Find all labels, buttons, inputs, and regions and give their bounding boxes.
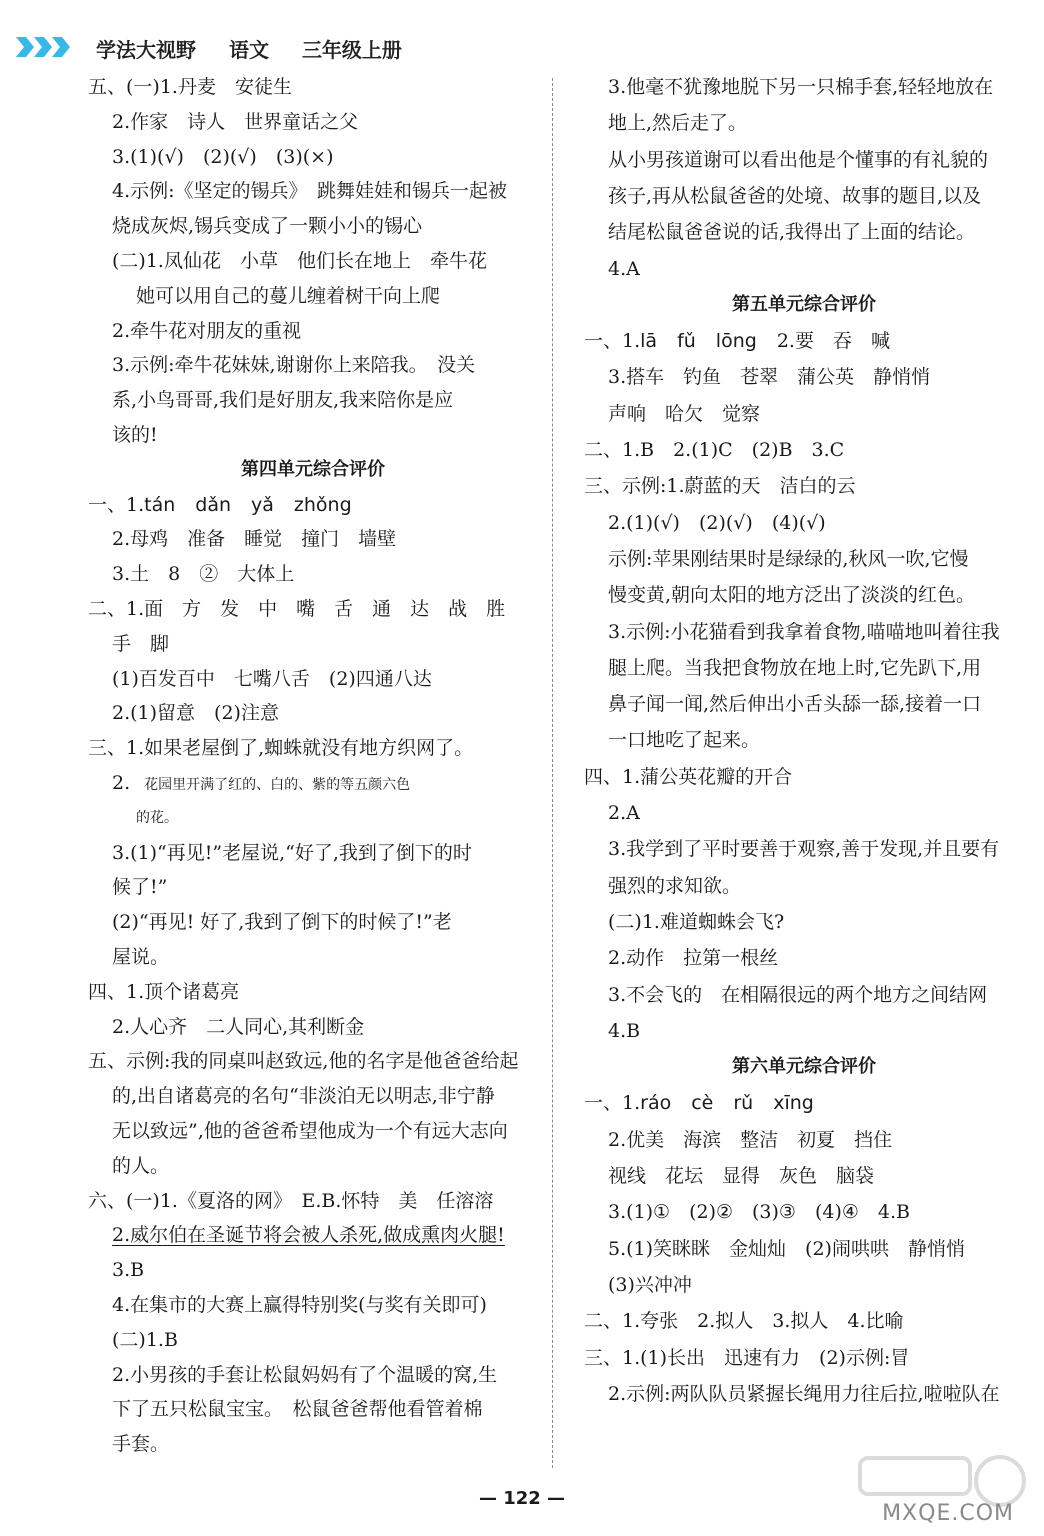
pinyin-syllable: dǎn <box>195 493 232 516</box>
answer-line <box>112 559 294 589</box>
answer-text: 候了!” <box>112 876 168 899</box>
answer-text: 她可以用自己的蔓儿缠着树干向上爬 <box>136 284 441 307</box>
answer-line <box>88 594 505 624</box>
answer-text: 结尾松鼠爸爸说的话,我得出了上面的结论。 <box>608 221 976 244</box>
answer-text: (二)1.B <box>112 1328 178 1351</box>
answer-line <box>584 1088 834 1118</box>
answer-text: 手套。 <box>112 1433 170 1456</box>
answer-line <box>88 1046 518 1076</box>
answer-line <box>112 942 169 972</box>
answer-line <box>584 1343 909 1373</box>
answer-line <box>608 834 999 864</box>
answer-text: 第五单元综合评价 <box>732 293 876 315</box>
answer-text: 3.示例:小花猫看到我拿着食物,喵喵地叫着往我 <box>608 620 1000 643</box>
answer-line <box>608 254 640 284</box>
answer-text: 4.B <box>608 1019 641 1042</box>
answer-line <box>112 1151 169 1181</box>
answer-text: 的,出自诸葛亮的名句“非淡泊无以明志,非宁静 <box>112 1085 495 1108</box>
answer-line <box>112 176 507 206</box>
answer-line <box>112 698 279 728</box>
chevrons-icon <box>16 34 76 60</box>
section-heading <box>584 290 1024 320</box>
answer-tail: 2.要 吞 喊 <box>776 330 890 353</box>
answer-line <box>608 217 975 247</box>
sentence-sub: 花园里开满了红的、白的、紫的等五颜六色 <box>144 777 411 793</box>
answer-text: 2.(1)(√) (2)(√) (4)(√) <box>608 511 826 534</box>
answer-text: 一、1. <box>584 330 641 353</box>
answer-text: 四、1.蒲公英花瓣的开合 <box>584 765 793 788</box>
answer-text: 2. <box>112 772 131 794</box>
answer-line <box>584 762 792 792</box>
answer-text: 三、示例:1.蔚蓝的天 洁白的云 <box>584 475 856 498</box>
answer-line <box>112 907 452 937</box>
answer-text: 无以致远”,他的爸爸希望他成为一个有远大志向 <box>112 1120 508 1142</box>
answer-line <box>608 798 640 828</box>
answer-text: 三、1.(1)长出 迅速有力 (2)示例:冒 <box>584 1346 910 1369</box>
answer-line <box>112 1325 178 1355</box>
answer-text: 的人。 <box>112 1154 170 1177</box>
section-heading <box>88 455 538 485</box>
answer-line <box>88 72 292 102</box>
answer-text: 3.我学到了平时要善于观察,善于发现,并且要有 <box>608 838 1000 861</box>
answer-text: 一、1. <box>88 493 145 516</box>
answer-text: 3.(1)① (2)② (3)③ (4)④ 4.B <box>608 1201 911 1224</box>
answer-text: 的花。 <box>136 809 178 826</box>
answer-line <box>112 1220 505 1250</box>
answer-line <box>608 725 760 755</box>
answer-text: 第四单元综合评价 <box>241 458 385 480</box>
answer-text: 屋说。 <box>112 946 170 968</box>
answer-line <box>112 385 453 415</box>
pinyin-syllable: yǎ <box>251 493 274 516</box>
answer-text: 2.(1)留意 (2)注意 <box>112 702 279 725</box>
answer-line <box>608 943 778 973</box>
answer-line <box>112 838 472 868</box>
subject: 语文 <box>228 38 269 62</box>
answer-text: 2.示例:两队队员紧握长绳用力往后拉,啦啦队在 <box>608 1382 1000 1405</box>
answer-text: (1)百发百中 七嘴八舌 (2)四通八达 <box>112 667 432 690</box>
answer-line <box>608 871 741 901</box>
answer-text: (2)“再见! 好了,我到了倒下的时候了!”老 <box>112 911 452 934</box>
answer-text: 2.人心齐 二人同心,其利断金 <box>112 1015 365 1038</box>
pinyin-syllable: lōng <box>715 330 757 353</box>
column-divider <box>552 78 553 1468</box>
answer-text: 2.威尔伯在圣诞节将会被人杀死,做成熏肉火腿! <box>112 1224 505 1247</box>
answer-line <box>608 1197 910 1227</box>
answer-line <box>112 211 422 241</box>
answer-text: 三、1.如果老屋倒了,蜘蛛就没有地方织网了。 <box>88 737 474 760</box>
answer-text: 4.在集市的大赛上赢得特别奖(与奖有关即可) <box>112 1294 487 1316</box>
answer-text: 3.搭车 钓鱼 苍翠 蒲公英 静悄悄 <box>608 366 931 389</box>
answer-text: 系,小鸟哥哥,我们是好朋友,我来陪你是应 <box>112 389 454 412</box>
answer-line <box>608 580 975 610</box>
pinyin-syllable: tán <box>144 493 176 516</box>
answer-line <box>608 1161 874 1191</box>
answer-line <box>88 490 372 520</box>
answer-text: 2.A <box>608 802 640 824</box>
answer-text: 二、1.夸张 2.拟人 3.拟人 4.比喻 <box>584 1310 904 1333</box>
page-header <box>16 30 1028 66</box>
answer-line <box>608 108 747 138</box>
answer-line <box>112 1081 495 1111</box>
pinyin-syllable: zhǒng <box>293 493 352 516</box>
answer-text: 视线 花坛 显得 灰色 脑袋 <box>608 1165 875 1187</box>
page-number: — 122 — <box>478 1488 566 1509</box>
answer-line <box>608 1379 1000 1409</box>
answer-line <box>608 181 981 211</box>
answer-text: (3)兴冲冲 <box>608 1273 692 1296</box>
answer-text: 第六单元综合评价 <box>732 1056 876 1078</box>
answer-line <box>608 689 981 719</box>
section-heading <box>584 1052 1024 1082</box>
answer-line <box>608 1234 965 1264</box>
answer-line <box>112 1116 508 1146</box>
answer-text: 烧成灰烬,锡兵变成了一颗小小的锡心 <box>112 215 423 238</box>
answer-line <box>112 872 167 902</box>
answer-text: 一、1. <box>584 1092 641 1115</box>
answer-line <box>112 524 396 554</box>
answer-line <box>112 420 158 450</box>
pinyin-syllable: rǔ <box>733 1092 754 1115</box>
answer-line <box>136 803 178 833</box>
answer-line <box>112 1429 169 1459</box>
answer-line <box>608 544 968 574</box>
answer-text: 2.优美 海滨 整洁 初夏 挡住 <box>608 1128 893 1151</box>
answer-text: 3.不会飞的 在相隔很远的两个地方之间结网 <box>608 983 988 1006</box>
answer-text: 2.动作 拉第一根丝 <box>608 947 779 970</box>
answer-text: 鼻子闻一闻,然后伸出小舌头舔一舔,接着一口 <box>608 693 982 716</box>
answer-text: 示例:苹果刚结果时是绿绿的,秋风一吹,它慢 <box>608 547 969 570</box>
grade: 三年级上册 <box>301 38 402 62</box>
answer-text: 四、1.顶个诸葛亮 <box>88 980 240 1003</box>
answer-text: (二)1.凤仙花 小草 他们长在地上 牵牛花 <box>112 250 487 272</box>
answer-line <box>112 1394 483 1424</box>
answer-line <box>608 399 760 429</box>
answer-line <box>608 508 826 538</box>
answer-text: 手 脚 <box>112 632 170 655</box>
answer-text: 一口地吃了起来。 <box>608 729 761 752</box>
answer-text: 3.土 8 ② 大体上 <box>112 563 295 586</box>
answer-text: 4.示例:《坚定的锡兵》 跳舞娃娃和锡兵一起被 <box>112 180 508 203</box>
answer-text: 2.小男孩的手套让松鼠妈妈有了个温暖的窝,生 <box>112 1363 498 1386</box>
answer-text: 3.(1)“再见!”老屋说,“好了,我到了倒下的时 <box>112 841 472 864</box>
answer-line <box>88 1186 493 1216</box>
answer-line <box>584 1306 904 1336</box>
answer-line <box>608 362 930 392</box>
answer-line <box>112 107 358 137</box>
watermark-text: MXQE.COM <box>882 1501 1014 1526</box>
answer-text: 3.他毫不犹豫地脱下另一只棉手套,轻轻地放在 <box>608 76 994 98</box>
answer-text: 慢变黄,朝向太阳的地方泛出了淡淡的红色。 <box>608 584 976 607</box>
answer-text: 声响 哈欠 觉察 <box>608 402 761 425</box>
answer-text: 2.母鸡 准备 睡觉 撞门 墙壁 <box>112 528 397 551</box>
answer-text: 3.(1)(√) (2)(√) (3)(×) <box>112 145 334 168</box>
answer-text: 五、示例:我的同桌叫赵致远,他的名字是他爸爸给起 <box>88 1050 519 1073</box>
answer-line <box>608 72 993 102</box>
answer-line <box>608 653 981 683</box>
answer-line <box>136 281 440 311</box>
answer-line <box>112 1290 487 1320</box>
answer-text: 腿上爬。当我把食物放在地上时,它先趴下,用 <box>608 656 982 679</box>
answer-text: 五、(一)1.丹麦 安徒生 <box>88 76 292 98</box>
pinyin-syllable: ráo <box>640 1092 672 1115</box>
answer-text: 2.牵牛花对朋友的重视 <box>112 319 302 342</box>
answer-line <box>112 1012 364 1042</box>
pinyin-syllable: fǔ <box>677 330 696 353</box>
header-title <box>96 34 428 63</box>
answer-text: 二、1.面 方 发 中 嘴 舌 通 达 战 胜 <box>88 598 506 620</box>
answer-line <box>608 617 1000 647</box>
answer-text: 孩子,再从松鼠爸爸的处境、故事的题目,以及 <box>608 184 982 207</box>
book-title: 学法大视野 <box>96 38 196 62</box>
answer-text: 3.B <box>112 1259 145 1282</box>
answer-line <box>112 768 410 798</box>
pinyin-syllable: lā <box>640 330 658 353</box>
answer-line <box>112 350 475 380</box>
answer-line <box>608 1270 692 1300</box>
answer-line <box>584 471 856 501</box>
answer-line <box>88 977 239 1007</box>
answer-line <box>608 907 784 937</box>
answer-text: 5.(1)笑眯眯 金灿灿 (2)闹哄哄 静悄悄 <box>608 1237 965 1260</box>
pinyin-syllable: cè <box>691 1092 714 1115</box>
answer-text: 强烈的求知欲。 <box>608 874 742 897</box>
answer-line <box>112 1360 497 1390</box>
answer-line <box>608 1016 640 1046</box>
answer-line <box>112 316 301 346</box>
answer-text: 从小男孩道谢可以看出他是个懂事的有礼貌的 <box>608 148 989 171</box>
answer-line <box>112 664 432 694</box>
answer-text: 4.A <box>608 257 640 280</box>
answer-line <box>112 629 169 659</box>
pinyin-syllable: xīng <box>773 1092 814 1115</box>
answer-line <box>112 142 333 172</box>
answer-line <box>608 980 987 1010</box>
answer-line <box>88 733 473 763</box>
answer-text: 该的! <box>112 424 158 446</box>
answer-text: 2.作家 诗人 世界童话之父 <box>112 110 359 133</box>
answer-text: 下了五只松鼠宝宝。 松鼠爸爸帮他看管着棉 <box>112 1398 483 1421</box>
answer-line <box>608 145 988 175</box>
answer-line <box>112 246 487 276</box>
answer-text: (二)1.难道蜘蛛会飞? <box>608 910 785 933</box>
answer-text: 六、(一)1.《夏洛的网》 E.B.怀特 美 任溶溶 <box>88 1189 494 1212</box>
answer-text: 二、1.B 2.(1)C (2)B 3.C <box>584 439 845 461</box>
answer-line <box>584 326 890 356</box>
answer-text: 3.示例:牵牛花妹妹,谢谢你上来陪我。 没关 <box>112 354 476 377</box>
answer-text: 地上,然后走了。 <box>608 112 748 135</box>
answer-line <box>112 1255 144 1285</box>
answer-line <box>584 435 844 465</box>
answer-line <box>608 1125 892 1155</box>
